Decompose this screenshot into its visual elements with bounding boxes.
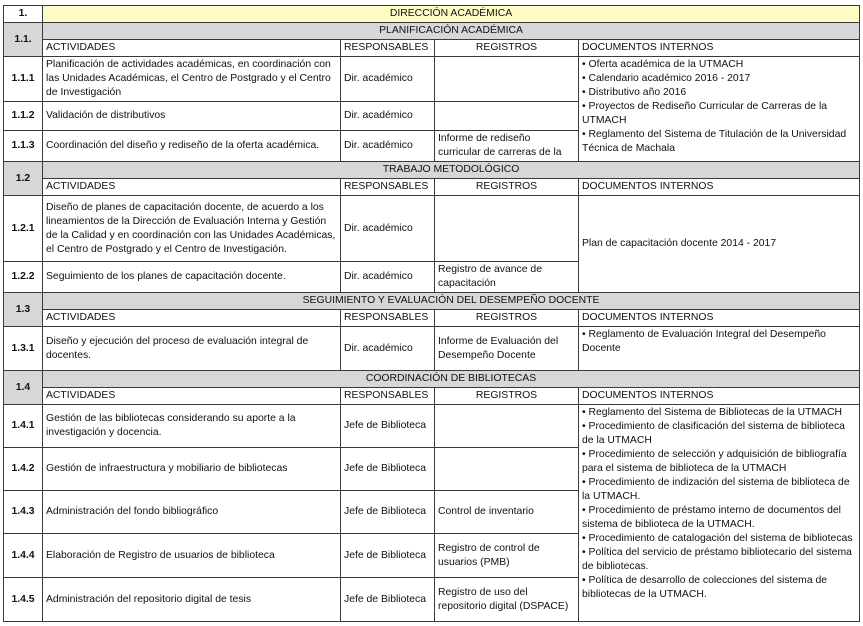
record-cell: [435, 196, 579, 262]
row-number: 1.2.1: [4, 196, 43, 262]
record-cell: [435, 448, 579, 491]
column-header-documents: DOCUMENTOS INTERNOS: [579, 40, 860, 57]
column-header-activities: ACTIVIDADES: [43, 40, 341, 57]
documents-cell: [579, 57, 860, 162]
document-item: • Política de desarrollo de colecciones del sistema de bibliotecas de la UTMACH.: [582, 575, 828, 600]
section-title: SEGUIMIENTO Y EVALUACIÓN DEL DESEMPEÑO DOCENTE: [43, 293, 860, 310]
table-row: [4, 196, 860, 262]
record-cell: [435, 405, 579, 448]
responsible-cell: Dir. académico: [341, 262, 435, 293]
table-row: [4, 57, 860, 102]
main-section-number: 1.: [4, 6, 43, 23]
documents-cell: [579, 405, 860, 622]
column-header-documents: DOCUMENTOS INTERNOS: [579, 388, 860, 405]
row-number: 1.4.1: [4, 405, 43, 448]
activity-cell: Gestión de las bibliotecas considerando su aporte a la investigación y docencia.: [43, 405, 341, 448]
academic-direction-table: [3, 5, 860, 622]
activity-cell: Gestión de infraestructura y mobiliario de bibliotecas: [43, 448, 341, 491]
document-item: • Oferta académica de la UTMACH: [582, 59, 744, 70]
record-cell: Registro de uso del repositorio digital (DSPACE): [435, 578, 579, 622]
row-number: 1.2.2: [4, 262, 43, 293]
row-number: 1.4.3: [4, 491, 43, 534]
row-number: 1.1.3: [4, 131, 43, 162]
document-item: • Procedimiento de selección y adquisición de bibliografía para el sistema de biblioteca de la UTMACH: [582, 449, 847, 474]
column-header-records: REGISTROS: [435, 310, 579, 327]
document-item: Plan de capacitación docente 2014 - 2017: [582, 238, 777, 249]
column-header-activities: ACTIVIDADES: [43, 310, 341, 327]
responsible-cell: Dir. académico: [341, 327, 435, 371]
table-row: [4, 327, 860, 371]
record-cell: [435, 102, 579, 131]
documents-cell: [579, 196, 860, 293]
document-item: • Procedimiento de clasificación del sistema de biblioteca de la UTMACH: [582, 421, 845, 446]
column-header-records: REGISTROS: [435, 40, 579, 57]
main-section-title: DIRECCIÓN ACADÉMICA: [43, 6, 860, 23]
document-item: • Reglamento de Evaluación Integral del Desempeño Docente: [582, 329, 826, 354]
document-item: • Calendario académico 2016 - 2017: [582, 73, 751, 84]
document-item: • Procedimiento de indización del sistema de biblioteca de la UTMACH.: [582, 477, 850, 502]
documents-cell: [579, 327, 860, 371]
record-cell: Registro de avance de capacitación: [435, 262, 579, 293]
column-header-responsible: RESPONSABLES: [341, 179, 435, 196]
record-cell: Control de inventario: [435, 491, 579, 534]
row-number: 1.4.4: [4, 534, 43, 578]
row-number: 1.4.5: [4, 578, 43, 622]
responsible-cell: Jefe de Biblioteca: [341, 534, 435, 578]
section-number: 1.2: [4, 162, 43, 196]
row-number: 1.1.2: [4, 102, 43, 131]
record-cell: Informe de rediseño curricular de carreras de la: [435, 131, 579, 162]
column-header-responsible: RESPONSABLES: [341, 40, 435, 57]
column-header-responsible: RESPONSABLES: [341, 388, 435, 405]
document-item: • Distributivo año 2016: [582, 87, 687, 98]
activity-cell: Administración del fondo bibliográfico: [43, 491, 341, 534]
responsible-cell: Jefe de Biblioteca: [341, 491, 435, 534]
responsible-cell: Dir. académico: [341, 57, 435, 102]
document-item: • Procedimiento de catalogación del sistema de bibliotecas: [582, 533, 853, 544]
activity-cell: Seguimiento de los planes de capacitación docente.: [43, 262, 341, 293]
row-number: 1.4.2: [4, 448, 43, 491]
record-cell: Informe de Evaluación del Desempeño Docente: [435, 327, 579, 371]
record-cell: Registro de control de usuarios (PMB): [435, 534, 579, 578]
column-header-documents: DOCUMENTOS INTERNOS: [579, 179, 860, 196]
record-cell: [435, 57, 579, 102]
section-title: COORDINACIÓN DE BIBLIOTECAS: [43, 371, 860, 388]
section-number: 1.1.: [4, 23, 43, 57]
responsible-cell: Jefe de Biblioteca: [341, 405, 435, 448]
row-number: 1.3.1: [4, 327, 43, 371]
document-item: • Proyectos de Rediseño Curricular de Carreras de la UTMACH: [582, 101, 828, 126]
activity-cell: Planificación de actividades académicas, en coordinación con las Unidades Académicas, el Centro de Postgrado y el Centro de Investigación: [43, 57, 341, 102]
activity-cell: Elaboración de Registro de usuarios de biblioteca: [43, 534, 341, 578]
activity-cell: Administración del repositorio digital de tesis: [43, 578, 341, 622]
section-number: 1.4: [4, 371, 43, 405]
column-header-documents: DOCUMENTOS INTERNOS: [579, 310, 860, 327]
document-item: • Reglamento del Sistema de Bibliotecas de la UTMACH: [582, 407, 843, 418]
section-title: PLANIFICACIÓN ACADÉMICA: [43, 23, 860, 40]
row-number: 1.1.1: [4, 57, 43, 102]
responsible-cell: Dir. académico: [341, 102, 435, 131]
activity-cell: Diseño de planes de capacitación docente, de acuerdo a los lineamientos de la Dirección de Evaluación Interna y Gestión de la Calidad y en coordinación con las Unidades Académicas, el Centro de Postgrado y el Centro de Investigación.: [43, 196, 341, 262]
column-header-activities: ACTIVIDADES: [43, 179, 341, 196]
responsible-cell: Jefe de Biblioteca: [341, 578, 435, 622]
document-item: • Política del servicio de préstamo bibliotecario del sistema de bibliotecas.: [582, 547, 852, 572]
column-header-activities: ACTIVIDADES: [43, 388, 341, 405]
responsible-cell: Dir. académico: [341, 196, 435, 262]
responsible-cell: Dir. académico: [341, 131, 435, 162]
activity-cell: Validación de distributivos: [43, 102, 341, 131]
activity-cell: Coordinación del diseño y rediseño de la oferta académica.: [43, 131, 341, 162]
column-header-records: REGISTROS: [435, 179, 579, 196]
section-number: 1.3: [4, 293, 43, 327]
document-item: • Reglamento del Sistema de Titulación de la Universidad Técnica de Machala: [582, 129, 847, 154]
column-header-responsible: RESPONSABLES: [341, 310, 435, 327]
document-item: • Procedimiento de préstamo interno de documentos del sistema de biblioteca de la UTMACH.: [582, 505, 841, 530]
column-header-records: REGISTROS: [435, 388, 579, 405]
section-title: TRABAJO METODOLÓGICO: [43, 162, 860, 179]
table-row: [4, 405, 860, 448]
activity-cell: Diseño y ejecución del proceso de evaluación integral de docentes.: [43, 327, 341, 371]
responsible-cell: Jefe de Biblioteca: [341, 448, 435, 491]
